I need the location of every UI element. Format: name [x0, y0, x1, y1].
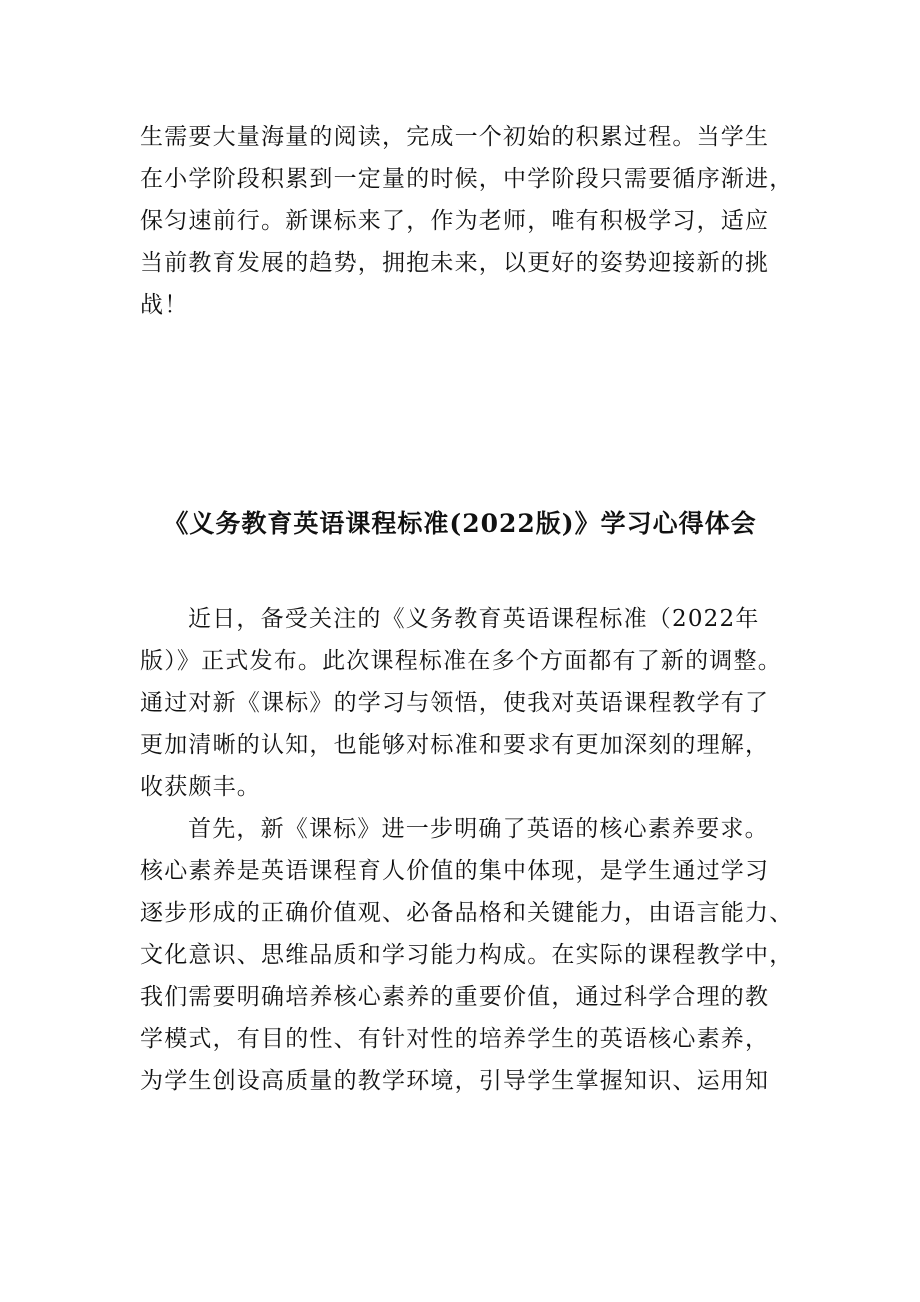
paragraph-line: 为学生创设高质量的教学环境，引导学生掌握知识、运用知	[140, 1068, 770, 1094]
paragraph-line: 学模式，有目的性、有针对性的培养学生的英语核心素养，	[140, 1026, 770, 1052]
paragraph-intro	[140, 598, 812, 808]
paragraph-line: 在小学阶段积累到一定量的时候，中学阶段只需要循序渐进，	[140, 166, 794, 192]
paragraph-line: 更加清晰的认知，也能够对标准和要求有更加深刻的理解，	[140, 732, 770, 758]
paragraph-line: 收获颇丰。	[140, 774, 261, 800]
paragraph-core-literacy	[140, 808, 812, 1102]
paragraph-line: 我们需要明确培养核心素养的重要价值，通过科学合理的教	[140, 984, 770, 1010]
paragraph-line: 逐步形成的正确价值观、必备品格和关键能力，由语言能力、	[140, 900, 794, 926]
paragraph-line: 近日，备受关注的《义务教育英语课程标准（2022年	[188, 606, 760, 632]
paragraph-line: 版）》正式发布。此次课程标准在多个方面都有了新的调整。	[140, 648, 782, 674]
continued-paragraph	[140, 116, 812, 326]
paragraph-line: 生需要大量海量的阅读，完成一个初始的积累过程。当学生	[140, 124, 770, 150]
paragraph-line: 核心素养是英语课程育人价值的集中体现，是学生通过学习	[140, 858, 770, 884]
article-title: 《义务教育英语课程标准(2022版)》学习心得体会	[163, 509, 757, 538]
paragraph-line: 首先，新《课标》进一步明确了英语的核心素养要求。	[188, 816, 769, 842]
paragraph-line: 战！	[140, 292, 189, 318]
paragraph-line: 当前教育发展的趋势，拥抱未来，以更好的姿势迎接新的挑	[140, 250, 770, 276]
paragraph-line: 文化意识、思维品质和学习能力构成。在实际的课程教学中，	[140, 942, 794, 968]
article-body	[140, 598, 812, 1102]
paragraph-line: 通过对新《课标》的学习与领悟，使我对英语课程教学有了	[140, 690, 770, 716]
paragraph-line: 保匀速前行。新课标来了，作为老师，唯有积极学习，适应	[140, 208, 770, 234]
